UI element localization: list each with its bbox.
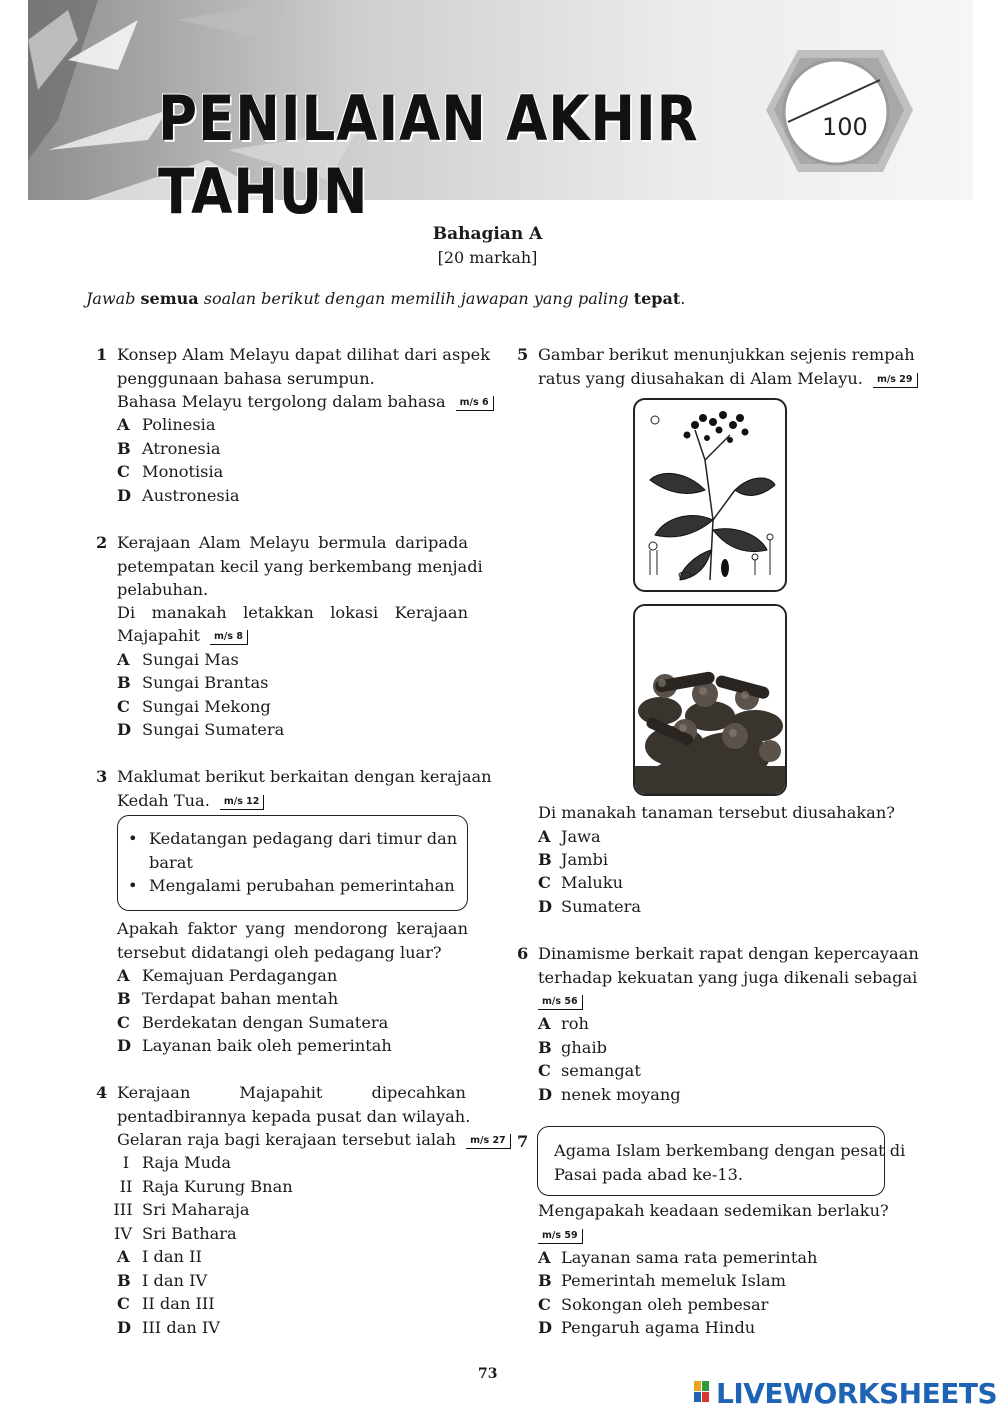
option-b[interactable]: I dan IV (142, 1271, 208, 1290)
option-a[interactable]: Jawa (561, 826, 601, 846)
question-text (117, 789, 264, 812)
option-letter: C (117, 697, 130, 716)
question-text: Di manakah tanaman tersebut diusahakan? (538, 803, 895, 822)
question-text: Kerajaan Majapahit dipecahkan (117, 1083, 466, 1102)
page-title: PENILAIAN AKHIR TAHUN (158, 82, 699, 215)
option-c[interactable]: Sungai Mekong (142, 697, 271, 716)
option-letter: C (538, 1295, 551, 1314)
cloves-photo (633, 604, 787, 796)
roman-numeral: II (119, 1177, 133, 1196)
option-d[interactable]: III dan IV (142, 1318, 220, 1337)
question-text: Dinamisme berkait rapat dengan kepercayaan (538, 944, 919, 963)
question-number: 5 (517, 345, 529, 364)
instruction-part: Jawab (86, 289, 136, 308)
page-ref: m/s 29 (873, 373, 918, 388)
option-letter: B (538, 850, 552, 869)
option-a[interactable]: Layanan sama rata pemerintah (561, 1248, 818, 1267)
option-letter: B (117, 989, 131, 1008)
question-text-part: ratus yang diusahakan di Alam Melayu. (538, 368, 863, 388)
page-ref: m/s 8 (210, 630, 248, 645)
question-text (538, 367, 918, 390)
statement-box (537, 1126, 906, 1196)
option-letter: C (117, 462, 130, 481)
option-b[interactable]: Jambi (561, 850, 609, 869)
option-letter: D (117, 1036, 132, 1055)
option-d[interactable]: Austronesia (142, 486, 240, 505)
instruction (86, 289, 685, 308)
option-c[interactable]: Sokongan oleh pembesar (561, 1295, 769, 1314)
option-c[interactable]: semangat (561, 1061, 641, 1080)
question-text: Maklumat berikut berkaitan dengan kerajaan (117, 767, 492, 786)
option-b[interactable]: Terdapat bahan mentah (142, 989, 339, 1008)
question-text: tersebut didatangi oleh pedagang luar? (117, 942, 442, 962)
statement-line: Pasai pada abad ke-13. (554, 1164, 744, 1184)
option-letter: D (538, 1085, 553, 1104)
option-c[interactable]: Maluku (561, 873, 624, 892)
page-ref: m/s 27 (466, 1134, 511, 1149)
question-number: 1 (96, 345, 108, 364)
question-text: Mengapakah keadaan sedemikan berlaku? (538, 1201, 889, 1220)
clove-plant-image (633, 398, 787, 592)
option-letter: D (538, 1318, 553, 1337)
brand-name[interactable]: LIVEWORKSHEETS (716, 1377, 998, 1410)
clove-plant-icon (635, 400, 785, 590)
option-letter: C (538, 1061, 551, 1080)
option-a[interactable]: roh (561, 1014, 589, 1033)
page-ref-line (528, 989, 583, 1012)
option-letter: B (117, 1271, 131, 1290)
statement-item: Raja Muda (142, 1153, 232, 1172)
section-title: Bahagian A (432, 224, 543, 244)
question-number: 3 (96, 767, 108, 786)
cloves-icon (635, 606, 785, 794)
option-letter: A (538, 1014, 551, 1033)
option-c[interactable]: Berdekatan dengan Sumatera (142, 1013, 389, 1032)
instruction-punct: . (680, 289, 686, 308)
option-letter: A (538, 826, 551, 846)
roman-numeral: IV (113, 1224, 133, 1243)
bullet-dot: • (128, 876, 138, 895)
question-number: 4 (96, 1083, 108, 1102)
instruction-part: soalan berikut dengan memilih jawapan yang paling (203, 289, 629, 308)
page-ref: m/s 56 (538, 995, 583, 1010)
option-a[interactable]: Polinesia (142, 415, 216, 434)
option-letter: D (538, 897, 553, 916)
option-letter: C (117, 1294, 130, 1313)
option-d[interactable]: Layanan baik oleh pemerintah (142, 1036, 392, 1055)
option-letter: C (538, 873, 551, 892)
statement-line: Agama Islam berkembang dengan pesat di (554, 1141, 906, 1160)
bullet-item: Kedatangan pedagang dari timur dan (149, 829, 458, 848)
header-banner (28, 0, 973, 215)
option-a[interactable]: Kemajuan Perdagangan (142, 966, 338, 985)
question-number: 6 (517, 944, 529, 963)
option-d[interactable]: Sumatera (561, 897, 641, 916)
instruction-bold: semua (140, 289, 199, 308)
option-letter: A (117, 1247, 130, 1266)
question-text: Gambar berikut menunjukkan sejenis rempah (538, 345, 915, 364)
page-ref-line (528, 1223, 583, 1246)
option-b[interactable]: Atronesia (142, 439, 221, 458)
option-letter: C (117, 1013, 130, 1032)
option-b[interactable]: Sungai Brantas (142, 673, 269, 692)
question-text: Kerajaan Alam Melayu bermula daripada (117, 533, 468, 552)
roman-numeral: I (122, 1153, 130, 1172)
bullet-item: barat (149, 852, 193, 872)
instruction-bold: tepat (633, 289, 681, 308)
question-text: penggunaan bahasa serumpun. (117, 368, 375, 388)
page-number: 73 (478, 1366, 498, 1382)
statement-item: Sri Bathara (142, 1224, 237, 1243)
option-letter: B (117, 673, 131, 692)
option-d[interactable]: Pengaruh agama Hindu (561, 1318, 756, 1337)
option-letter: D (117, 720, 132, 739)
question-text: pelabuhan. (117, 580, 209, 599)
option-letter: A (538, 1248, 551, 1267)
question-text (117, 624, 248, 647)
question-number: 2 (96, 533, 108, 552)
option-letter: D (117, 486, 132, 505)
option-letter: A (117, 415, 130, 434)
question-text: Apakah faktor yang mendorong kerajaan (117, 919, 468, 938)
page-ref: m/s 59 (538, 1229, 583, 1244)
option-d[interactable]: Sungai Sumatera (142, 720, 285, 739)
option-letter: B (538, 1271, 552, 1290)
question-text (117, 390, 494, 413)
roman-numeral: III (113, 1200, 133, 1219)
option-b[interactable]: Pemerintah memeluk Islam (561, 1271, 787, 1290)
statement-item: Sri Maharaja (142, 1200, 250, 1219)
option-a[interactable]: I dan II (142, 1247, 202, 1266)
bullet-item: Mengalami perubahan pemerintahan (149, 876, 455, 895)
question-text-part: Gelaran raja bagi kerajaan tersebut ialah (117, 1130, 457, 1149)
page-ref: m/s 6 (456, 396, 494, 411)
question-text: terhadap kekuatan yang juga dikenali sebagai (538, 967, 918, 987)
option-b[interactable]: ghaib (561, 1038, 607, 1057)
question-text: Di manakah letakkan lokasi Kerajaan (117, 603, 468, 622)
option-letter: D (117, 1318, 132, 1337)
option-letter: A (117, 966, 130, 985)
question-text: pentadbirannya kepada pusat dan wilayah. (117, 1106, 471, 1126)
option-letter: A (117, 650, 130, 669)
option-letter: B (538, 1038, 552, 1057)
option-c[interactable]: Monotisia (142, 462, 224, 481)
option-a[interactable]: Sungai Mas (142, 650, 239, 669)
option-c[interactable]: II dan III (142, 1294, 215, 1313)
bullet-dot: • (128, 829, 138, 848)
question-text: petempatan kecil yang berkembang menjadi (117, 556, 483, 576)
question-text: Konsep Alam Melayu dapat dilihat dari aspek (117, 345, 491, 364)
question-text-part: Bahasa Melayu tergolong dalam bahasa (117, 392, 446, 411)
question-text-part: Majapahit (117, 626, 201, 645)
question-number: 7 (517, 1132, 529, 1151)
total-score: 100 (822, 113, 868, 141)
question-text (117, 1128, 511, 1151)
option-d[interactable]: nenek moyang (561, 1085, 681, 1104)
info-box (117, 815, 468, 911)
question-text-part: Kedah Tua. (117, 790, 210, 810)
option-letter: B (117, 439, 131, 458)
page-ref: m/s 12 (220, 795, 265, 810)
section-marks: [20 markah] (437, 248, 538, 267)
statement-item: Raja Kurung Bnan (142, 1177, 293, 1196)
liveworksheets-logo-icon (694, 1381, 710, 1403)
